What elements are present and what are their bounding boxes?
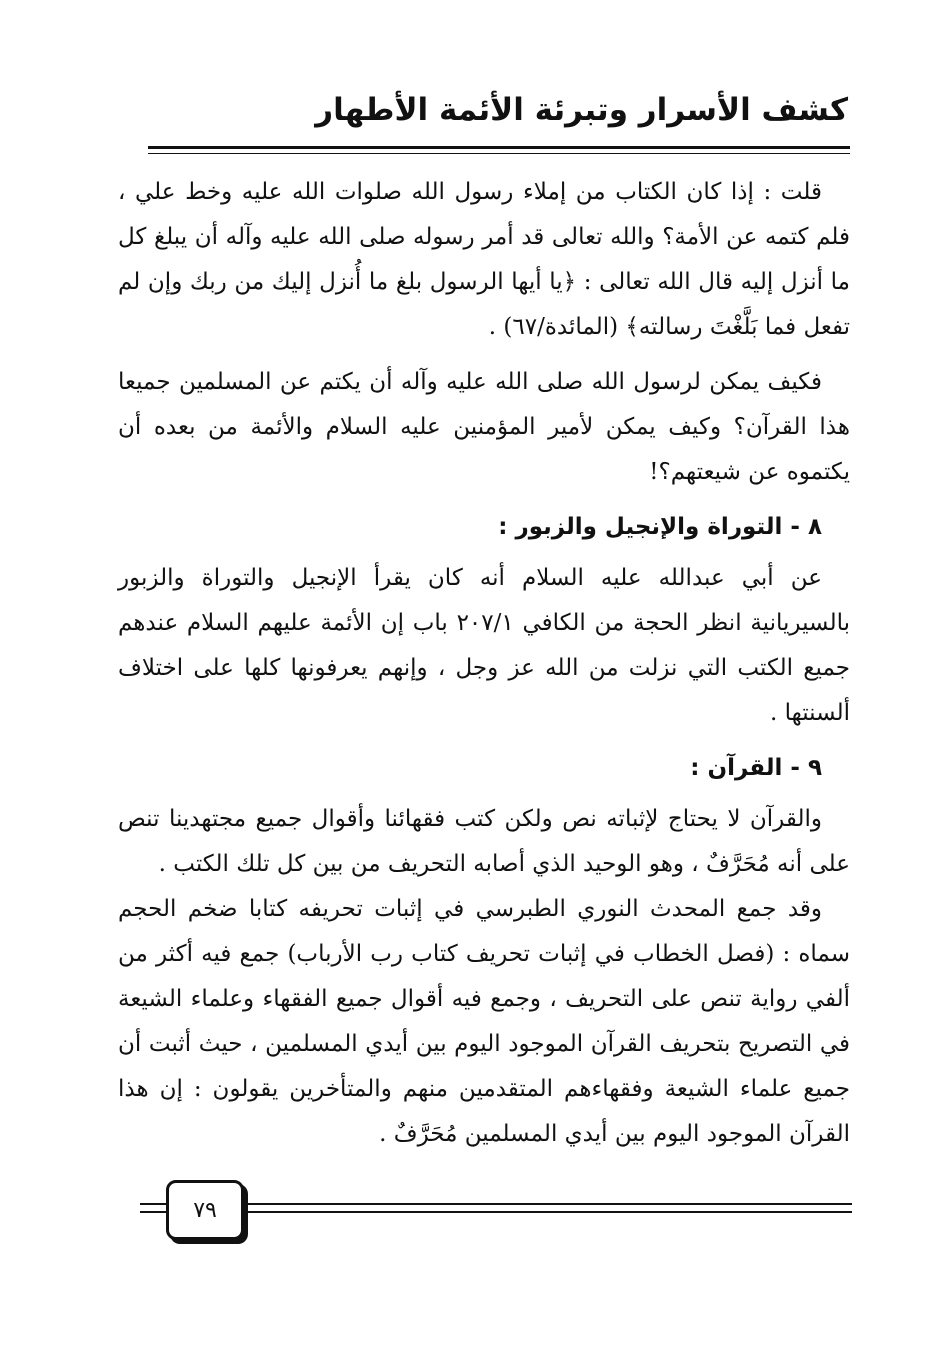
- running-header-title: كشف الأسرار وتبرئة الأئمة الأطهار: [315, 92, 848, 128]
- section-heading-9: ٩ - القرآن :: [690, 755, 822, 781]
- section-heading-8: ٨ - التوراة والإنجيل والزبور :: [498, 514, 822, 540]
- footer-rule-right-top: [244, 1203, 852, 1205]
- paragraph-4: والقرآن لا يحتاج لإثباته نص ولكن كتب فقهائنا وأقوال جميع مجتهدينا تنص على أنه مُحَرَّفٌ ، وهو الوحيد الذي أصابه التحريف من بين كل تلك الكتب .: [118, 806, 850, 877]
- page-number: ٧٩: [166, 1180, 244, 1240]
- page-body: [118, 170, 850, 1157]
- paragraph-2: فكيف يمكن لرسول الله صلى الله عليه وآله أن يكتم عن المسلمين جميعا هذا القرآن؟ وكيف يمكن لأمير المؤمنين عليه السلام والأئمة من بعده أن يكتموه عن شيعتهم؟!: [118, 369, 850, 485]
- footer-rule-left-bottom: [140, 1211, 168, 1213]
- paragraph-3: عن أبي عبدالله عليه السلام أنه كان يقرأ الإنجيل والتوراة والزبور بالسيريانية انظر الحجة من الكافي ٢٠٧/١ باب إن الأئمة عليهم السلام عندهم جميع الكتب التي نزلت من الله عز وجل ، وإنهم يعرفونها كلها على اختلاف ألسنتها .: [118, 565, 850, 726]
- footer-rule-right-bottom: [244, 1211, 852, 1213]
- header-rule-thick: [148, 146, 850, 149]
- header-rule-thin: [148, 153, 850, 154]
- paragraph-5: وقد جمع المحدث النوري الطبرسي في إثبات تحريفه كتابا ضخم الحجم سماه : (فصل الخطاب في إثبات تحريف كتاب رب الأرباب) جمع فيه أكثر من ألفي رواية تنص على التحريف ، وجمع فيه أقوال جميع الفقهاء وعلماء الشيعة في التصريح بتحريف القرآن الموجود اليوم بين أيدي المسلمين ، حيث أثبت أن جميع علماء الشيعة وفقهاءهم المتقدمين منهم والمتأخرين يقولون : إن هذا القرآن الموجود اليوم بين أيدي المسلمين مُحَرَّفٌ .: [118, 896, 850, 1147]
- footer-rule-left-top: [140, 1203, 168, 1205]
- paragraph-1: قلت : إذا كان الكتاب من إملاء رسول الله صلوات الله عليه وخط علي ، فلم كتمه عن الأمة؟ والله تعالى قد أمر رسوله صلى الله عليه وآله أن يبلغ كل ما أنزل إليه قال الله تعالى : ﴿يا أيها الرسول بلغ ما أُنزل إليك من ربك وإن لم تفعل فما بَلَّغْتَ رسالته﴾ (المائدة/٦٧) .: [118, 179, 850, 340]
